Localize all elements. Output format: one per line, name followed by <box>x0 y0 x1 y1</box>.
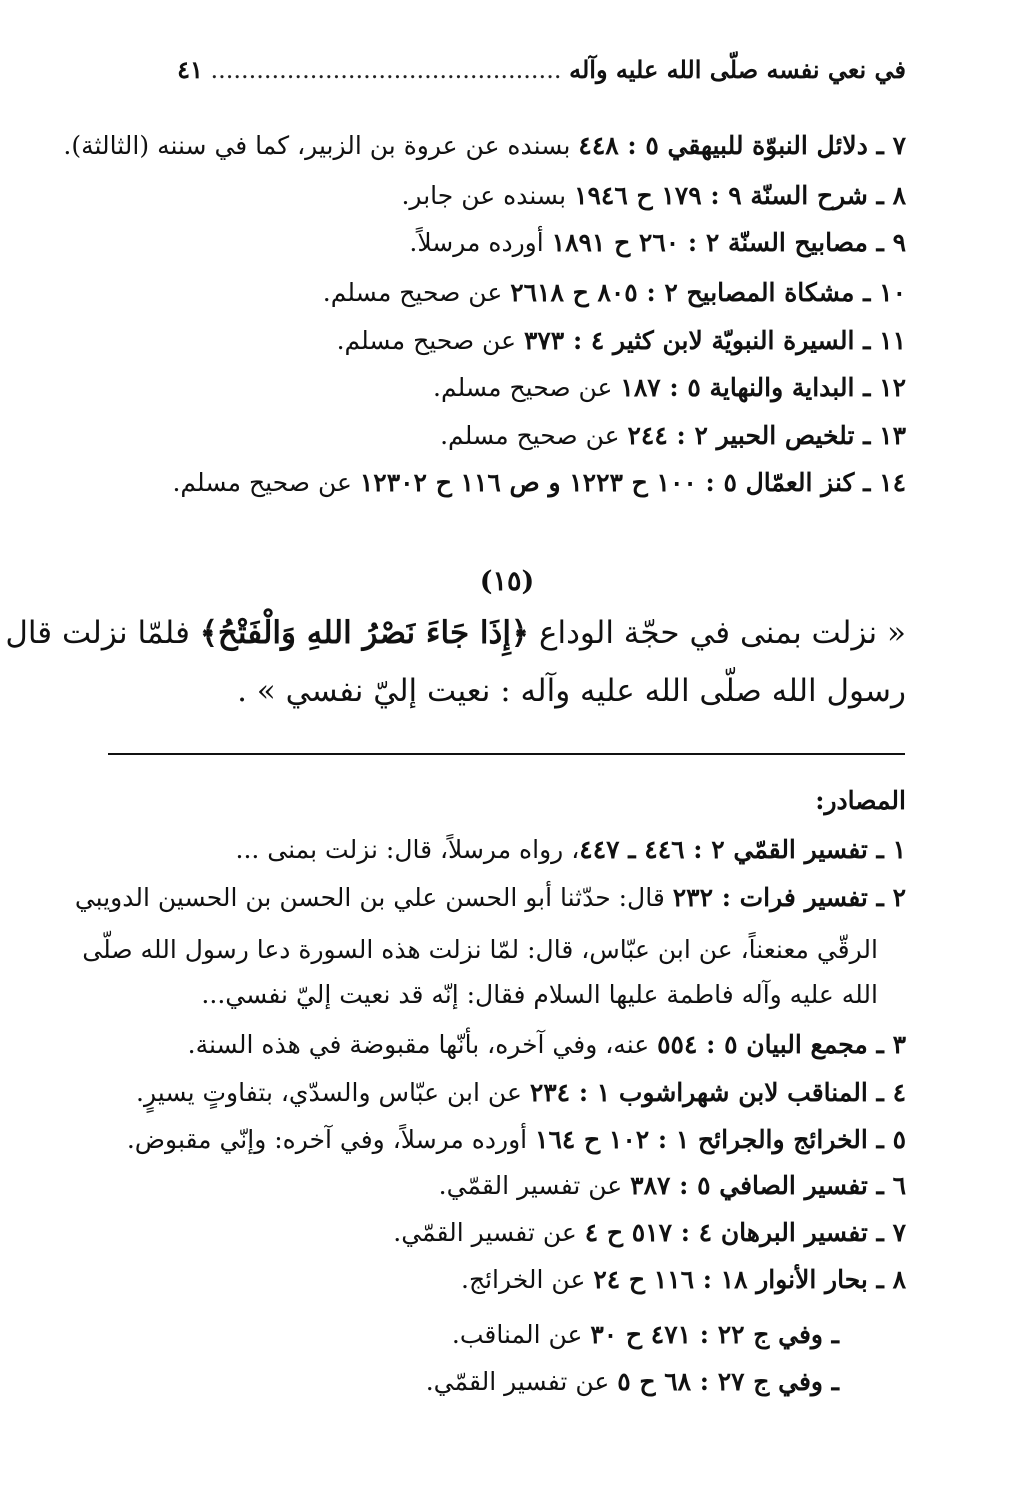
page-number: ٤١ <box>177 55 203 84</box>
ref-note: عن صحيح مسلم. <box>336 326 524 355</box>
ref-note: أورده مرسلاً. <box>409 228 552 257</box>
source-ref: ٧ ـ تفسير البرهان ٤ : ٥١٧ ح ٤ <box>584 1218 906 1247</box>
source-item-8-sub-2 <box>426 1362 839 1402</box>
ref-note: بسنده عن عروة بن الزبير، كما في سننه (الثالثة). <box>63 131 579 160</box>
ref-source: ١٢ ـ البداية والنهاية ٥ : ١٨٧ <box>620 373 906 402</box>
ref-note: عن صحيح مسلم. <box>433 373 621 402</box>
ref-source: ٧ ـ دلائل النبوّة للبيهقي ٥ : ٤٤٨ <box>578 131 906 160</box>
ref-note: عن صحيح مسلم. <box>172 468 360 497</box>
source-note: عن تفسير القمّي. <box>425 1367 618 1396</box>
header-leader-dots: .............................................. <box>210 56 562 84</box>
quran-verse: ﴿إِذَا جَاءَ نَصْرُ اللهِ وَالْفَتْحُ﴾ <box>199 615 530 651</box>
source-ref: ٨ ـ بحار الأنوار ١٨ : ١١٦ ح ٢٤ <box>593 1265 906 1294</box>
source-ref: ٤ ـ المناقب لابن شهراشوب ١ : ٢٣٤ <box>529 1078 906 1107</box>
source-note: عنه، وفي آخره، بأنّها مقبوضة في هذه السنة. <box>187 1030 658 1059</box>
source-note: ، رواه مرسلاً، قال: نزلت بمنى ... <box>235 835 580 864</box>
source-item-4 <box>136 1073 906 1113</box>
source-note: عن المناقب. <box>451 1320 591 1349</box>
hadith-text: فلمّا نزلت قال <box>5 615 200 651</box>
ref-item-8 <box>401 176 906 216</box>
ref-note: بسنده عن جابر. <box>401 181 575 210</box>
ref-source: ١١ ـ السيرة النبويّة لابن كثير ٤ : ٣٧٣ <box>523 326 906 355</box>
source-item-3 <box>188 1025 906 1065</box>
ref-item-10 <box>323 273 906 313</box>
ref-source: ٩ ـ مصابيح السنّة ٢ : ٢٦٠ ح ١٨٩١ <box>551 228 906 257</box>
ref-item-13 <box>440 416 906 456</box>
ref-source: ٨ ـ شرح السنّة ٩ : ١٧٩ ح ١٩٤٦ <box>574 181 906 210</box>
sources-heading: المصادر: <box>815 786 906 815</box>
source-ref: ـ وفي ج ٢٢ : ٤٧١ ح ٣٠ <box>590 1320 839 1349</box>
source-ref: ٢ ـ تفسير فرات : ٢٣٢ <box>672 883 906 912</box>
source-item-1 <box>236 830 907 870</box>
hadith-text-line-2: رسول الله صلّى الله عليه وآله : نعيت إليّ نفسي » . <box>237 673 906 709</box>
source-item-8-sub-1 <box>452 1315 839 1355</box>
source-ref: ٥ ـ الخرائج والجرائح ١ : ١٠٢ ح ١٦٤ <box>535 1125 906 1154</box>
ref-item-11 <box>337 321 906 361</box>
source-ref: ١ ـ تفسير القمّي ٢ : ٤٤٦ ـ ٤٤٧ <box>579 835 906 864</box>
source-item-8 <box>461 1260 906 1300</box>
hadith-text: « نزلت بمنى في حجّة الوداع <box>529 615 906 651</box>
source-item-2-cont-2 <box>201 975 878 1015</box>
source-note: عن تفسير القمّي. <box>393 1218 585 1247</box>
source-item-2 <box>75 878 906 918</box>
source-note: عن ابن عبّاس والسدّي، بتفاوتٍ يسيرٍ. <box>136 1078 530 1107</box>
running-header <box>177 50 906 90</box>
footnote-separator <box>108 753 905 755</box>
ref-source: ١٤ ـ كنز العمّال ٥ : ١٠٠ ح ١٢٢٣ و ص ١١٦ ح ١٢٣٠٢ <box>359 468 906 497</box>
source-note: الرقّي معنعناً، عن ابن عبّاس، قال: لمّا نزلت هذه السورة دعا رسول الله صلّى <box>82 935 878 964</box>
source-ref: ـ وفي ج ٢٧ : ٦٨ ح ٥ <box>617 1367 839 1396</box>
source-ref: ٦ ـ تفسير الصافي ٥ : ٣٨٧ <box>630 1171 906 1200</box>
ref-note: عن صحيح مسلم. <box>322 278 511 307</box>
source-item-2-cont-1 <box>82 930 878 970</box>
source-note: قال: حدّثنا أبو الحسن علي بن الحسن بن الحسين الدويبي <box>74 883 673 912</box>
source-item-7 <box>393 1213 906 1253</box>
source-ref: ٣ ـ مجمع البيان ٥ : ٥٥٤ <box>657 1030 906 1059</box>
source-note: عن تفسير القمّي. <box>438 1171 631 1200</box>
source-item-5 <box>127 1120 906 1160</box>
header-title: في نعي نفسه صلّى الله عليه وآله <box>569 55 906 84</box>
ref-item-14 <box>172 463 906 503</box>
ref-item-9 <box>409 223 906 263</box>
ref-note: عن صحيح مسلم. <box>440 421 628 450</box>
ref-source: ١٠ ـ مشكاة المصابيح ٢ : ٨٠٥ ح ٢٦١٨ <box>510 278 906 307</box>
hadith-number: (١٥) <box>479 566 535 597</box>
source-note: عن الخرائج. <box>461 1265 594 1294</box>
hadith-text-line-1 <box>5 610 906 656</box>
ref-source: ١٣ ـ تلخيص الحبير ٢ : ٢٤٤ <box>627 421 906 450</box>
source-note: أورده مرسلاً، وفي آخره: وإنّي مقبوض. <box>126 1125 536 1154</box>
source-note: الله عليه وآله فاطمة عليها السلام فقال: إنّه قد نعيت إليّ نفسي... <box>201 980 878 1009</box>
source-item-6 <box>439 1166 906 1206</box>
ref-item-12 <box>433 368 906 408</box>
ref-item-7 <box>63 126 906 166</box>
